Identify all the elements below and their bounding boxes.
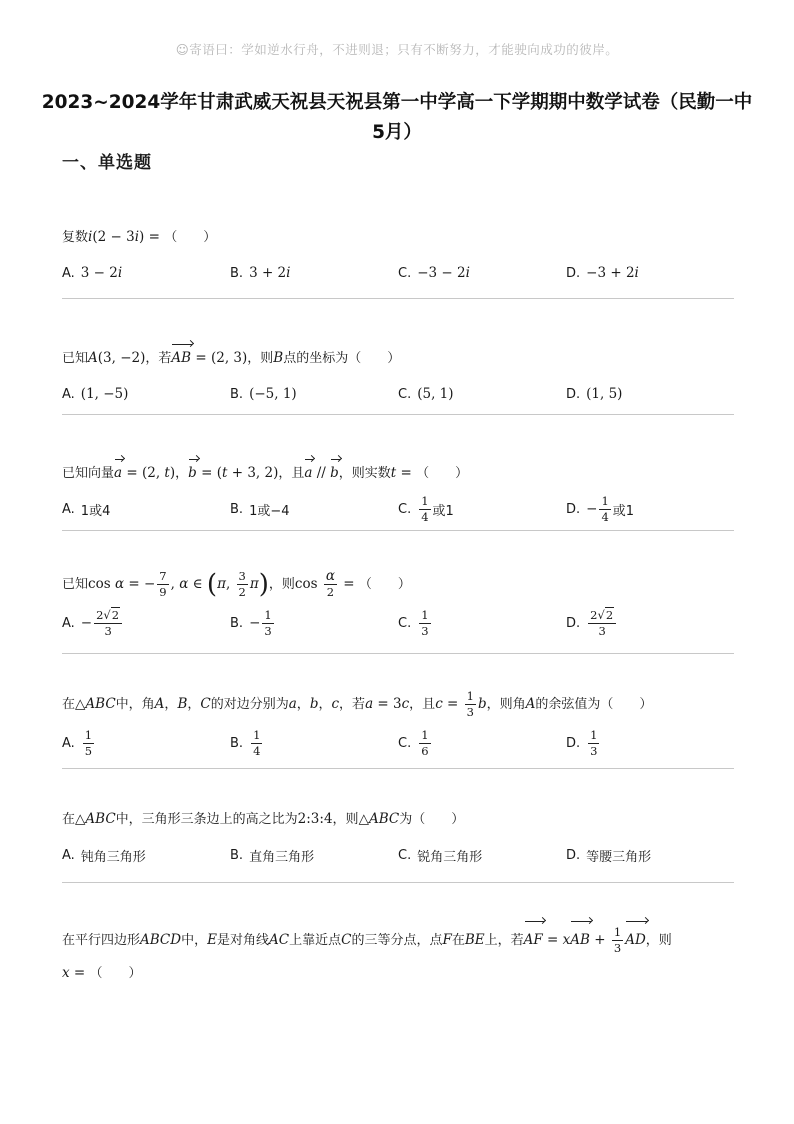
divider <box>62 530 734 531</box>
option-b[interactable]: B. 直角三角形 <box>230 847 315 865</box>
question-stem: 在平行四边形ABCD中，E是对角线AC上靠近点C的三等分点，点F在BE上，若AF = xAB + $\frac{1}{3}$ AD，则 x = （ ） <box>62 918 734 990</box>
option-a[interactable]: A. 3 − 2 i <box>62 265 123 281</box>
divider <box>62 414 734 415</box>
divider <box>62 768 734 769</box>
option-a[interactable]: A. − $\frac{2√2}{3}$ <box>62 603 124 643</box>
divider <box>62 882 734 883</box>
question-4 <box>62 566 734 643</box>
question-stem: 已知向量a = (2, t)，b = (t + 3, 2)，且a // b，则实数t = （ ） <box>62 456 734 485</box>
option-b[interactable]: B. (−5, 1) <box>230 386 297 402</box>
option-d[interactable]: D. − $\frac{1}{4}$ 或1 <box>566 493 635 524</box>
question-stem: 在△ABC中，角A，B，C的对边分别为a，b，c，若a = 3c，且c = $\frac{1}{3}$ b，则角A的余弦值为（ ） <box>62 689 653 719</box>
option-d[interactable]: D. $\frac{2√2}{3}$ <box>566 603 618 643</box>
question-stem: 在△ABC中，三角形三条边上的高之比为2:3:4，则△ABC为（ ） <box>62 811 465 827</box>
divider <box>62 653 734 654</box>
option-a[interactable]: A. $\frac{1}{5}$ <box>62 727 93 758</box>
option-b[interactable]: B. 1或−4 <box>230 501 290 519</box>
option-d[interactable]: D. −3 + 2 i <box>566 265 639 281</box>
question-6 <box>62 808 734 875</box>
option-b[interactable]: B. − $\frac{1}{3}$ <box>230 607 272 638</box>
option-c[interactable]: C. (5, 1) <box>398 386 454 402</box>
option-a[interactable]: A. (1, −5) <box>62 386 129 402</box>
question-1 <box>62 226 734 293</box>
question-stem: 已知cos α = − $\frac{7}{9}$ , α ∈ (π, $\frac{3}{2}$ π)，则cos $\frac{\alpha}{2}$ = （ ） <box>62 568 411 600</box>
option-c[interactable]: C. −3 − 2 i <box>398 265 470 281</box>
option-d[interactable]: D. $\frac{1}{3}$ <box>566 727 598 758</box>
question-3 <box>62 456 734 529</box>
exam-title: 2023~2024学年甘肃武威天祝县天祝县第一中学高一下学期期中数学试卷（民勤一中5月） <box>41 92 753 143</box>
divider <box>62 298 734 299</box>
question-stem: 复数i(2 − 3i) = （ ） <box>62 229 217 245</box>
option-d[interactable]: D. 等腰三角形 <box>566 847 652 865</box>
option-c[interactable]: C. 锐角三角形 <box>398 847 483 865</box>
option-c[interactable]: C. $\frac{1}{6}$ <box>398 727 429 758</box>
option-d[interactable]: D. (1, 5) <box>566 386 623 402</box>
question-2 <box>62 341 734 414</box>
option-c[interactable]: C. $\frac{1}{3}$ <box>398 607 429 638</box>
option-c[interactable]: C. $\frac{1}{4}$ 或1 <box>398 493 454 524</box>
option-a[interactable]: A. 1或4 <box>62 501 111 519</box>
option-a[interactable]: A. 钝角三角形 <box>62 847 146 865</box>
question-5 <box>62 686 734 763</box>
question-stem: 已知A(3, −2)，若AB = (2, 3)，则B点的坐标为（ ） <box>62 341 734 370</box>
motto-banner: ☺寄语曰：学如逆水行舟，不进则退；只有不断努力，才能驶向成功的彼岸。 <box>175 42 619 57</box>
option-b[interactable]: B. 3 + 2 i <box>230 265 291 281</box>
question-7 <box>62 918 734 990</box>
option-b[interactable]: B. $\frac{1}{4}$ <box>230 727 261 758</box>
section-heading: 一、单选题 <box>62 153 152 173</box>
